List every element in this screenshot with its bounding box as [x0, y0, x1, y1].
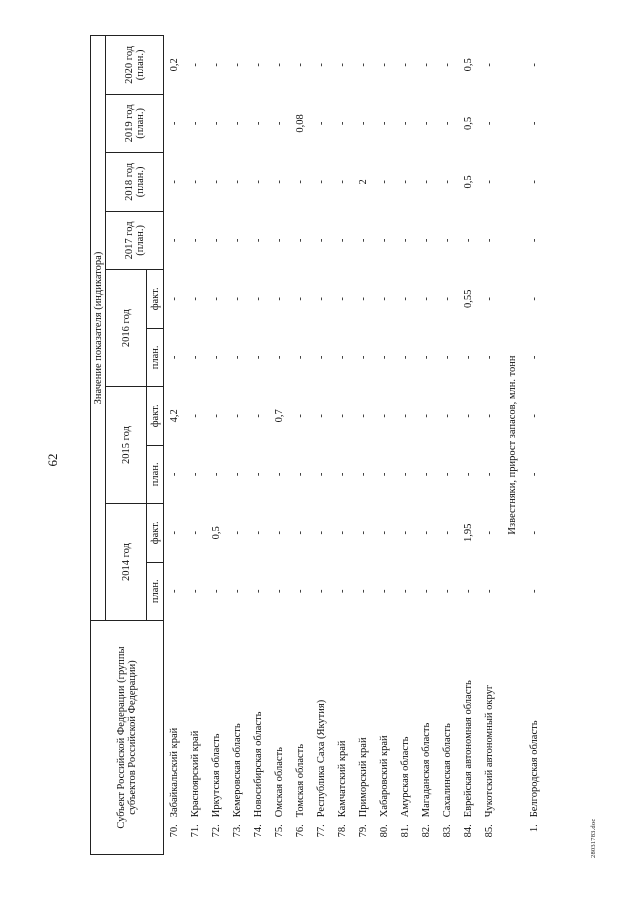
value-cell: - — [190, 589, 201, 594]
table-row — [479, 36, 500, 855]
table-row — [311, 36, 332, 855]
value-cell: - — [442, 472, 453, 477]
value-cell: - — [253, 238, 264, 243]
value-cell: - — [211, 63, 222, 67]
value-cell: - — [484, 531, 495, 535]
value-cell: - — [529, 238, 540, 243]
table-body — [164, 36, 546, 855]
value-cell: - — [295, 414, 306, 418]
row-number: 78. — [337, 824, 348, 838]
table-row — [458, 36, 479, 855]
indicator-table — [90, 35, 545, 855]
year-2014-header: 2014 год — [106, 504, 147, 621]
value-cell: - — [190, 355, 201, 360]
value-cell: - — [253, 180, 264, 184]
value-cell: - — [295, 589, 306, 594]
row-number: 80. — [379, 824, 390, 838]
value-cell: - — [232, 531, 243, 535]
value-cell: - — [274, 472, 285, 477]
value-cell: - — [190, 180, 201, 184]
value-cell: - — [529, 472, 540, 477]
value-cell: - — [337, 531, 348, 535]
value-cell: 0,5 — [463, 116, 474, 130]
value-cell: - — [484, 355, 495, 360]
value-cell: - — [316, 297, 327, 301]
value-cell: - — [400, 238, 411, 243]
value-cell: - — [337, 414, 348, 418]
value-cell: - — [316, 180, 327, 184]
value-cell: - — [358, 121, 369, 126]
value-cell: - — [274, 355, 285, 360]
value-cell: - — [421, 238, 432, 243]
value-cell: 0,55 — [463, 289, 474, 309]
value-cell: - — [232, 63, 243, 67]
value-cell: - — [529, 531, 540, 535]
section-title: Известняки, прирост запасов, млн. тонн — [506, 355, 518, 535]
plan-header: план. — [147, 328, 164, 386]
value-cell: - — [232, 589, 243, 594]
value-cell: - — [379, 472, 390, 477]
value-cell: 0,5 — [463, 58, 474, 72]
value-cell: - — [253, 121, 264, 126]
value-cell: - — [421, 121, 432, 126]
value-cell: - — [232, 180, 243, 184]
value-cell: - — [211, 180, 222, 184]
value-cell: - — [316, 531, 327, 535]
value-cell: - — [421, 472, 432, 477]
value-cell: - — [421, 589, 432, 594]
value-cell: - — [358, 531, 369, 535]
value-cell: - — [232, 238, 243, 243]
value-cell: - — [295, 63, 306, 67]
value-cell: - — [379, 238, 390, 243]
value-cell: - — [169, 180, 180, 184]
value-cell: - — [274, 589, 285, 594]
value-cell: 2 — [358, 179, 369, 185]
value-cell: - — [253, 589, 264, 594]
value-cell: - — [463, 414, 474, 418]
value-cell: - — [358, 297, 369, 301]
year-2020-header: 2020 год (план.) — [106, 36, 164, 95]
region-name: Амурская область — [400, 736, 411, 818]
table-row — [353, 36, 374, 855]
value-cell: 0,7 — [274, 409, 285, 423]
value-cell: - — [295, 355, 306, 360]
row-number: 76. — [295, 824, 306, 838]
value-cell: - — [400, 297, 411, 301]
region-name: Приморский край — [358, 737, 369, 818]
value-cell: - — [484, 414, 495, 418]
value-cell: - — [463, 589, 474, 594]
value-cell: - — [190, 121, 201, 126]
document-code: 28031783.doc — [590, 818, 597, 858]
fact-header: факт. — [147, 387, 164, 445]
value-cell: - — [316, 238, 327, 243]
value-cell: - — [295, 531, 306, 535]
table-row — [248, 36, 269, 855]
fact-header: факт. — [147, 270, 164, 328]
table-row — [290, 36, 311, 855]
value-cell: - — [190, 238, 201, 243]
value-cell: - — [169, 297, 180, 301]
value-cell: - — [211, 355, 222, 360]
row-number: 84. — [463, 824, 474, 838]
value-cell: - — [316, 355, 327, 360]
value-cell: - — [337, 180, 348, 184]
row-number: 81. — [400, 824, 411, 838]
value-cell: 0,2 — [169, 58, 180, 72]
value-cell: - — [529, 180, 540, 184]
value-cell: - — [211, 238, 222, 243]
value-cell: 0,5 — [463, 175, 474, 189]
value-cell: - — [421, 531, 432, 535]
value-cell: - — [442, 238, 453, 243]
value-cell: - — [190, 414, 201, 418]
value-cell: - — [190, 472, 201, 477]
value-cell: - — [295, 297, 306, 301]
value-cell: - — [169, 531, 180, 535]
value-cell: - — [253, 297, 264, 301]
value-cell: - — [442, 180, 453, 184]
value-cell: - — [484, 472, 495, 477]
value-cell: - — [316, 472, 327, 477]
value-cell: - — [211, 297, 222, 301]
value-cell: - — [337, 589, 348, 594]
row-number: 73. — [232, 824, 243, 838]
value-cell: - — [274, 238, 285, 243]
row-number: 71. — [190, 824, 201, 838]
table-container — [90, 35, 545, 855]
value-cell: 1,95 — [463, 523, 474, 542]
value-cell: - — [316, 414, 327, 418]
value-cell: - — [379, 180, 390, 184]
row-number: 72. — [211, 824, 222, 838]
value-cell: - — [211, 121, 222, 126]
plan-header: план. — [147, 562, 164, 620]
value-cell: - — [274, 297, 285, 301]
year-2018-header: 2018 год (план.) — [106, 153, 164, 211]
value-cell: - — [463, 472, 474, 477]
value-cell: - — [169, 472, 180, 477]
value-cell: - — [421, 63, 432, 67]
value-cell: - — [379, 531, 390, 535]
table-row — [524, 36, 545, 855]
value-cell: - — [529, 121, 540, 126]
value-cell: - — [190, 297, 201, 301]
value-cell: - — [337, 63, 348, 67]
year-2016-header: 2016 год — [106, 270, 147, 387]
value-cell: - — [337, 238, 348, 243]
region-name: Магаданская область — [421, 722, 432, 818]
value-cell: - — [358, 414, 369, 418]
value-cell: - — [358, 238, 369, 243]
table-row — [332, 36, 353, 855]
value-cell: - — [169, 121, 180, 126]
value-cell: - — [400, 180, 411, 184]
value-cell: - — [379, 297, 390, 301]
value-cell: - — [295, 238, 306, 243]
row-number: 79. — [358, 824, 369, 838]
value-cell: - — [400, 531, 411, 535]
region-name: Забайкальский край — [169, 727, 180, 818]
value-cell: - — [400, 472, 411, 477]
value-cell: - — [316, 589, 327, 594]
value-cell: - — [316, 63, 327, 67]
value-cell: - — [211, 414, 222, 418]
value-cell: - — [337, 297, 348, 301]
page-number: 62 — [45, 453, 60, 467]
value-cell: - — [379, 63, 390, 67]
value-cell: - — [211, 472, 222, 477]
value-cell: - — [442, 121, 453, 126]
value-cell: - — [463, 238, 474, 243]
value-cell: - — [274, 121, 285, 126]
value-cell: - — [400, 63, 411, 67]
value-cell: - — [253, 414, 264, 418]
value-cell: - — [232, 355, 243, 360]
row-number: 77. — [316, 824, 327, 838]
value-cell: - — [400, 121, 411, 126]
value-cell: - — [421, 414, 432, 418]
value-cell: - — [295, 180, 306, 184]
region-name: Хабаровский край — [379, 735, 390, 818]
value-cell: - — [484, 297, 495, 301]
value-cell: - — [337, 355, 348, 360]
plan-header: план. — [147, 445, 164, 503]
row-number: 75. — [274, 824, 285, 838]
value-cell: - — [211, 589, 222, 594]
value-cell: - — [421, 180, 432, 184]
value-cell: - — [484, 238, 495, 243]
region-name: Камчатский край — [337, 740, 348, 818]
value-cell: - — [379, 121, 390, 126]
region-name: Омская область — [274, 747, 285, 818]
value-cell: - — [400, 589, 411, 594]
value-cell: - — [421, 297, 432, 301]
value-cell: - — [442, 355, 453, 360]
region-name: Новосибирская область — [253, 711, 264, 818]
value-cell: - — [169, 355, 180, 360]
value-cell: 4,2 — [169, 409, 180, 423]
year-2019-header: 2019 год (план.) — [106, 94, 164, 152]
value-cell: - — [484, 180, 495, 184]
value-cell: - — [190, 531, 201, 535]
section-row — [500, 36, 524, 855]
value-cell: - — [529, 589, 540, 594]
value-cell: - — [421, 355, 432, 360]
table-row — [374, 36, 395, 855]
table-row — [185, 36, 206, 855]
value-cell: - — [232, 414, 243, 418]
value-cell: - — [358, 355, 369, 360]
region-name: Республика Саха (Якутия) — [316, 699, 327, 818]
value-cell: - — [253, 63, 264, 67]
row-number: 82. — [421, 824, 432, 838]
year-2015-header: 2015 год — [106, 387, 147, 504]
value-cell: - — [358, 63, 369, 67]
value-cell: - — [529, 355, 540, 360]
region-name: Еврейская автономная область — [463, 680, 474, 818]
table-row — [437, 36, 458, 855]
row-number: 74. — [253, 824, 264, 838]
row-number: 1. — [529, 824, 540, 833]
value-cell: - — [274, 531, 285, 535]
row-number: 70. — [169, 824, 180, 838]
year-2017-header: 2017 год (план.) — [106, 211, 164, 269]
value-cell: - — [442, 63, 453, 67]
value-cell: - — [529, 63, 540, 67]
region-name: Сахалинская область — [442, 723, 453, 818]
value-cell: - — [358, 472, 369, 477]
table-row — [164, 36, 186, 855]
value-cell: - — [358, 589, 369, 594]
value-cell: 0,08 — [295, 114, 306, 133]
value-cell: - — [379, 355, 390, 360]
value-cell: - — [379, 589, 390, 594]
value-cell: - — [442, 414, 453, 418]
value-cell: - — [442, 297, 453, 301]
value-cell: - — [337, 472, 348, 477]
value-cell: 0,5 — [211, 526, 222, 540]
region-name: Иркутская область — [211, 733, 222, 818]
value-cell: - — [484, 589, 495, 594]
table-row — [416, 36, 437, 855]
value-cell: - — [529, 414, 540, 418]
value-cell: - — [379, 414, 390, 418]
value-cell: - — [442, 531, 453, 535]
value-cell: - — [169, 589, 180, 594]
value-cell: - — [484, 63, 495, 67]
region-name: Кемеровская область — [232, 723, 243, 818]
table-row — [395, 36, 416, 855]
value-cell: - — [400, 414, 411, 418]
row-number: 85. — [484, 824, 495, 838]
value-cell: - — [316, 121, 327, 126]
region-name: Томская область — [295, 743, 306, 818]
value-cell: - — [337, 121, 348, 126]
region-name: Белгородская область — [529, 720, 540, 818]
row-number: 83. — [442, 824, 453, 838]
value-cell: - — [190, 63, 201, 67]
table-row — [227, 36, 248, 855]
subject-header: Субъект Российской Федерации (группы субъектов Российской Федерации) — [91, 621, 164, 855]
region-name: Чукотский автономный округ — [484, 684, 495, 818]
value-cell: - — [484, 121, 495, 126]
value-cell: - — [295, 472, 306, 477]
fact-header: факт. — [147, 504, 164, 562]
value-cell: - — [253, 531, 264, 535]
value-cell: - — [253, 355, 264, 360]
indicator-header: Значение показателя (индикатора) — [91, 36, 106, 621]
value-cell: - — [232, 121, 243, 126]
table-row — [206, 36, 227, 855]
value-cell: - — [169, 238, 180, 243]
value-cell: - — [529, 297, 540, 301]
table-row — [269, 36, 290, 855]
value-cell: - — [232, 297, 243, 301]
value-cell: - — [274, 63, 285, 67]
value-cell: - — [253, 472, 264, 477]
value-cell: - — [232, 472, 243, 477]
value-cell: - — [400, 355, 411, 360]
value-cell: - — [463, 355, 474, 360]
region-name: Красноярский край — [190, 730, 201, 818]
value-cell: - — [274, 180, 285, 184]
value-cell: - — [442, 589, 453, 594]
